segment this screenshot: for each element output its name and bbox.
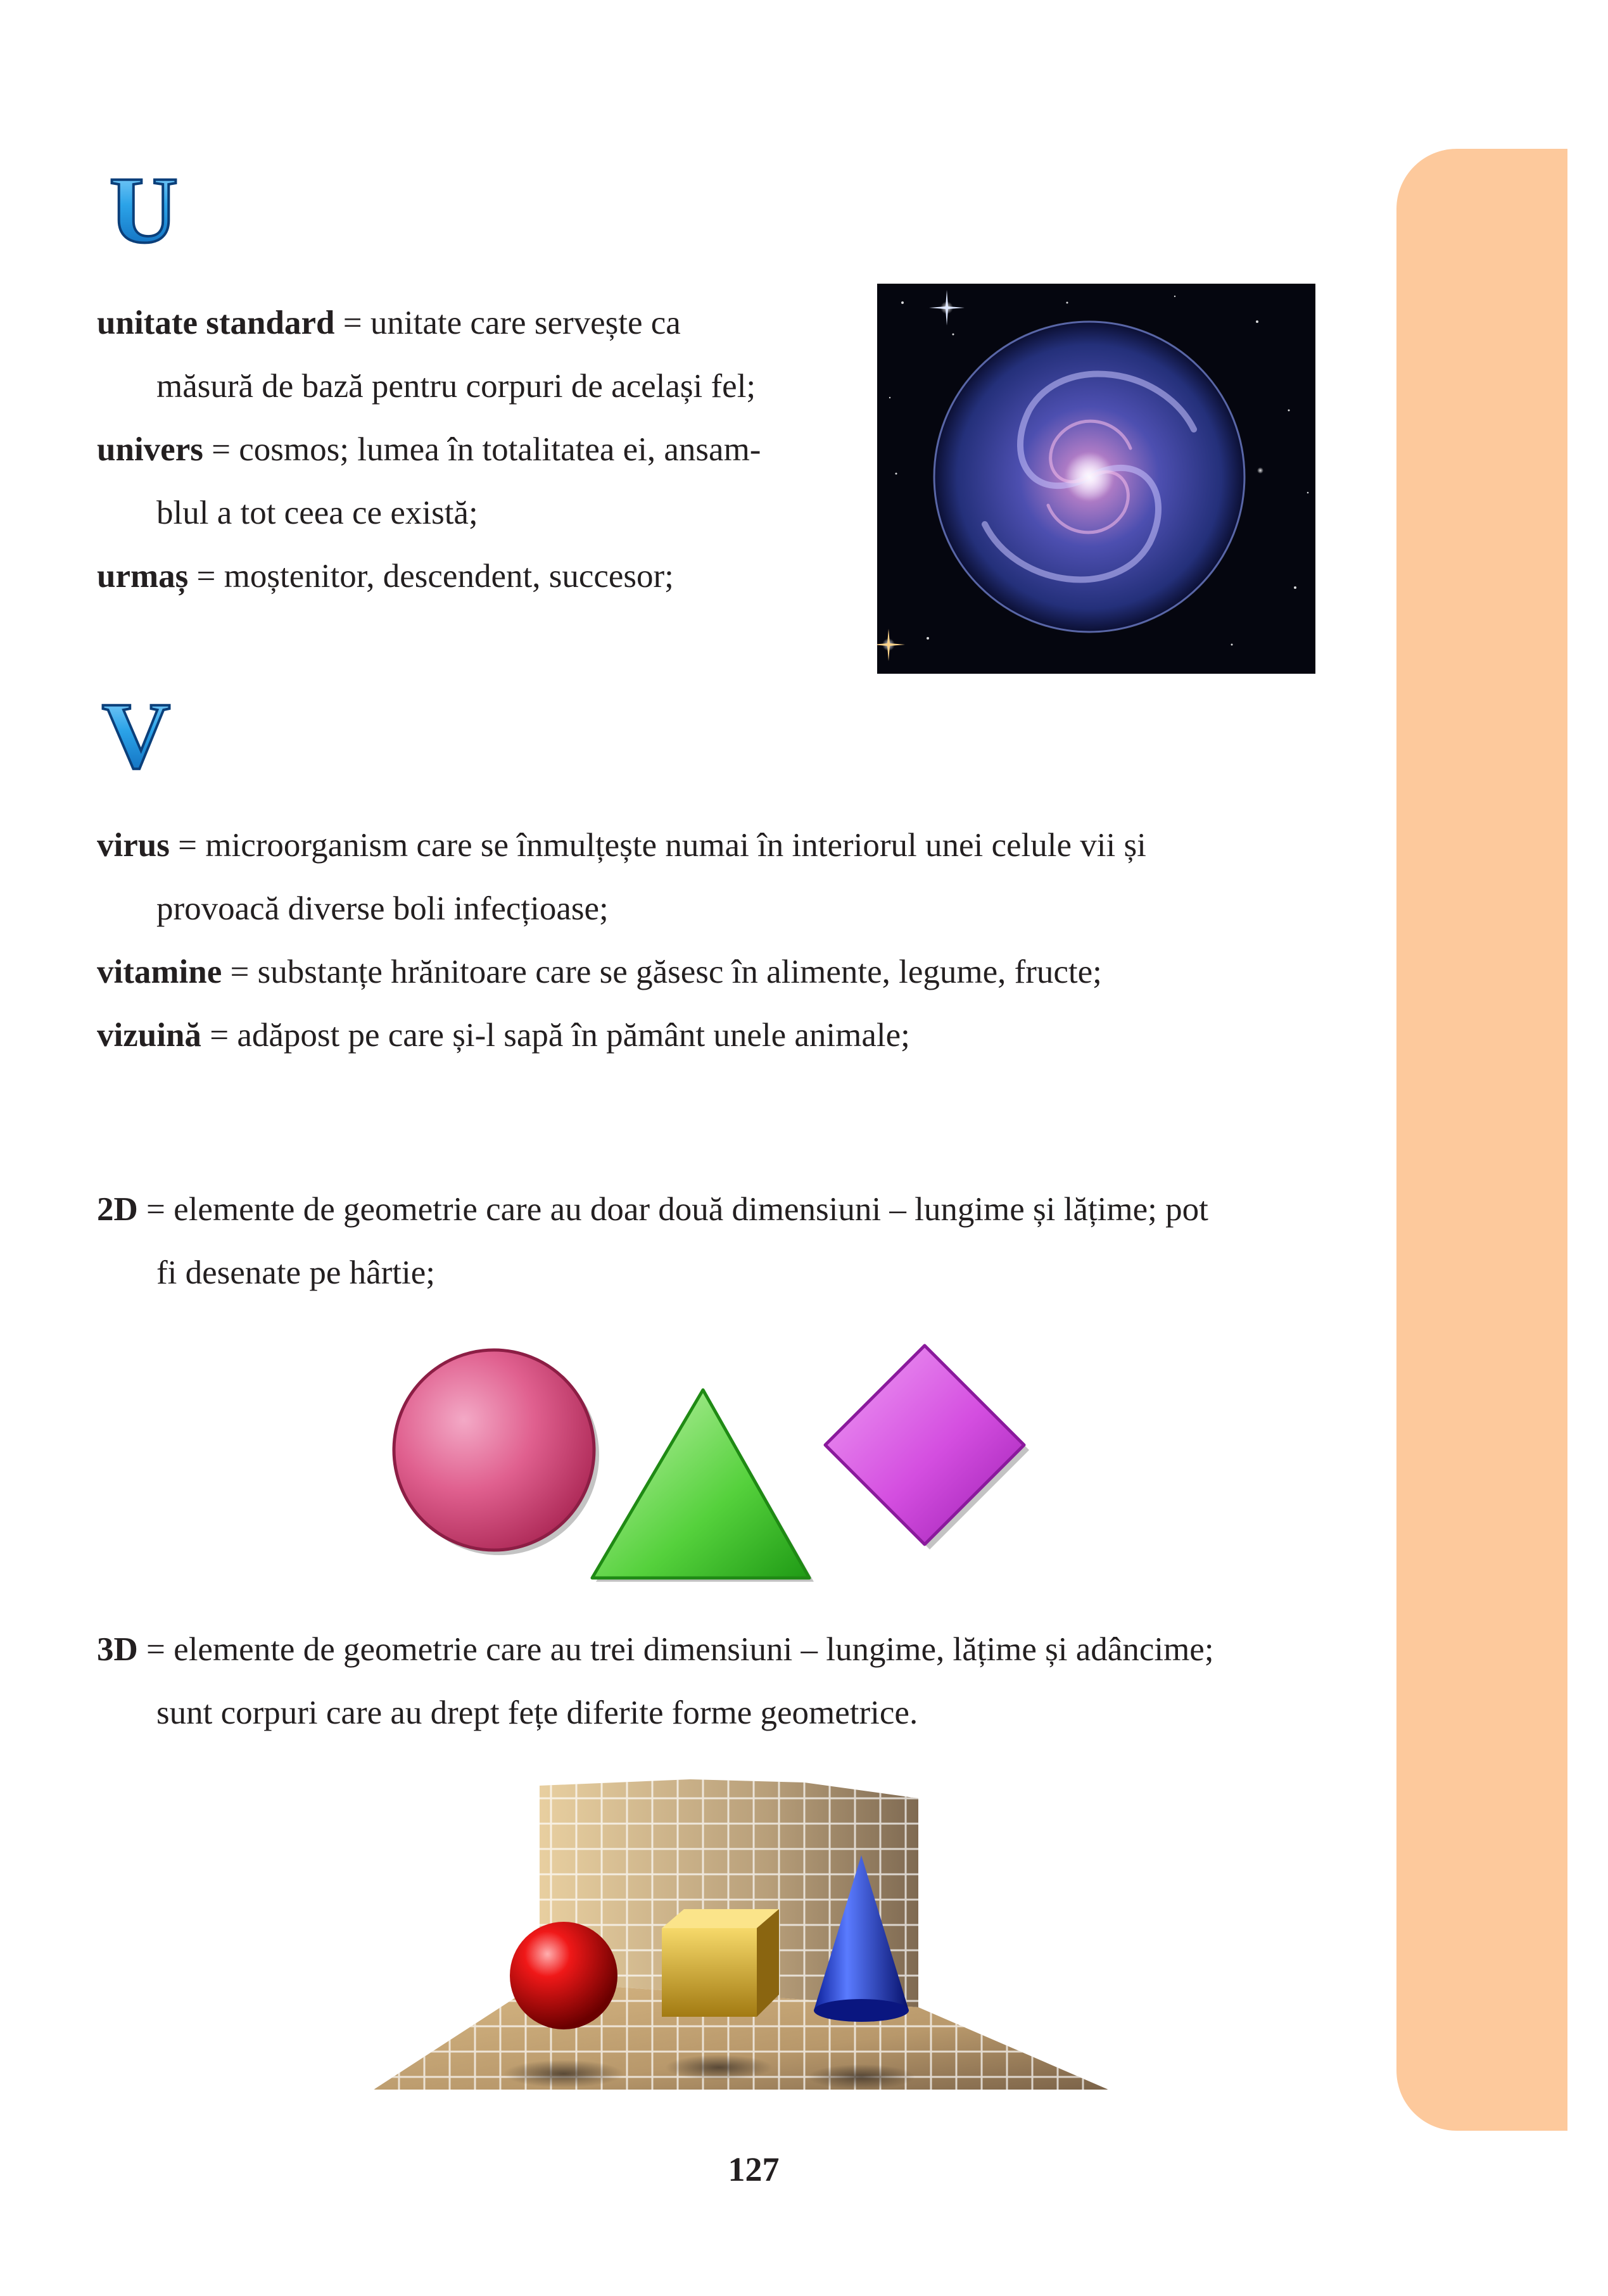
entry-virus — [97, 814, 1146, 940]
definition: = moștenitor, descendent, succesor; — [188, 558, 674, 595]
rhombus-shape — [825, 1346, 1029, 1549]
definition-continuation: sunt corpuri care au drept fețe diferite forme geometrice. — [156, 1694, 918, 1731]
definition-continuation: blul a tot ceea ce există; — [156, 495, 478, 531]
triangle-shape — [592, 1390, 814, 1582]
term: vizuină — [97, 1017, 201, 1054]
term: 2D — [97, 1191, 138, 1228]
definition: = cosmos; lumea în totalitatea ei, ansam- — [203, 431, 761, 468]
entry-3d — [97, 1618, 1214, 1744]
entry-vizuina — [97, 1004, 910, 1067]
shapes-2d-illustration — [386, 1339, 1045, 1599]
definition: = unitate care servește ca — [334, 305, 681, 341]
letter-v-icon — [92, 697, 180, 776]
entry-2d — [97, 1178, 1208, 1304]
definition-continuation: măsură de bază pentru corpuri de același fel; — [156, 368, 756, 405]
svg-text:U: U — [109, 171, 179, 250]
term: vitamine — [97, 954, 222, 990]
letter-u-icon — [101, 171, 187, 250]
entry-unitate-standard — [97, 291, 756, 418]
term: 3D — [97, 1631, 138, 1668]
cube-shape — [662, 1909, 779, 2017]
definition: = elemente de geometrie care au doar două dimensiuni – lungime și lățime; pot — [137, 1191, 1208, 1228]
circle-shape — [394, 1350, 599, 1555]
definition: = elemente de geometrie care au trei dimensiuni – lungime, lățime și adâncime; — [137, 1631, 1214, 1668]
definition: = adăpost pe care și-l sapă în pământ unele animale; — [201, 1017, 910, 1054]
galaxy-image — [877, 284, 1315, 674]
page-number: 127 — [728, 2150, 780, 2188]
term: urmaș — [97, 558, 189, 595]
svg-text:V: V — [101, 697, 171, 776]
definition: = substanțe hrănitoare care se găsesc în alimente, legume, fructe; — [222, 954, 1102, 990]
term: univers — [97, 431, 203, 468]
entry-univers — [97, 418, 761, 545]
term: virus — [97, 827, 170, 864]
definition-continuation: fi desenate pe hârtie; — [156, 1254, 435, 1291]
definition: = microorganism care se înmulțește numai în interiorul unei celule vii și — [169, 827, 1146, 864]
shapes-3d-illustration — [374, 1773, 1108, 2102]
sphere-shape — [510, 1922, 617, 2029]
entry-vitamine — [97, 940, 1102, 1004]
entry-urmas — [97, 545, 674, 608]
side-tab — [1396, 149, 1567, 2131]
term: unitate standard — [97, 305, 335, 341]
definition-continuation: provoacă diverse boli infecțioase; — [156, 890, 609, 927]
